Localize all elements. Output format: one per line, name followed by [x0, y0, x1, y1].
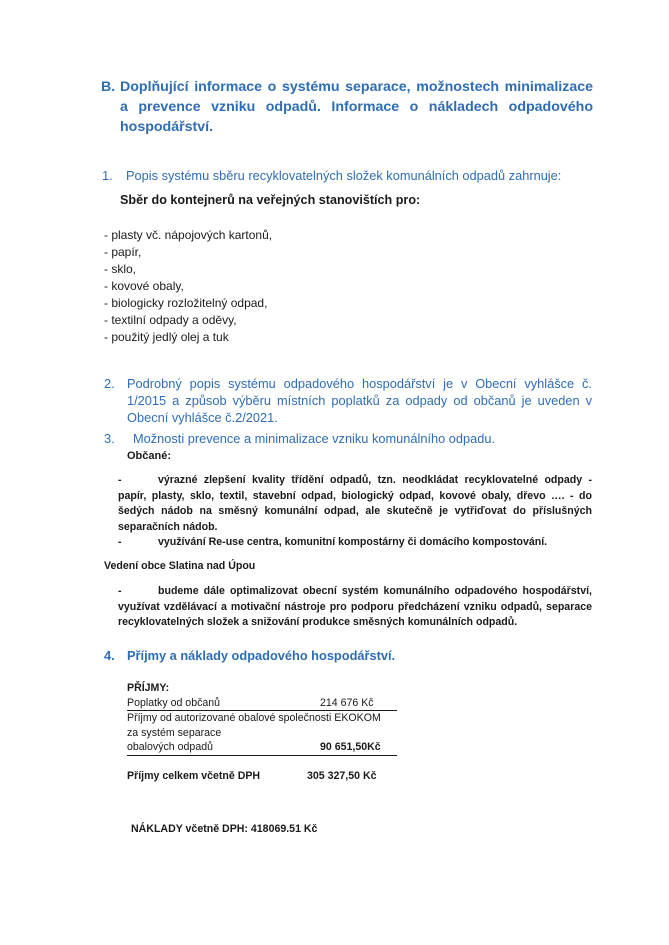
section-2-text: Podrobný popis systému odpadového hospodářství je v Obecní vyhlášce č. 1/2015 a způsob výběru místních poplatků za odpady od občanů je uveden v Obecní vyhlášce č.2/2021. — [127, 376, 592, 425]
costs-line: NÁKLADY včetně DPH: 418069.51 Kč — [131, 823, 318, 835]
citizens-item — [118, 535, 592, 551]
list-item: - kovové obaly, — [104, 279, 184, 293]
list-item: - použitý jedlý olej a tuk — [104, 330, 229, 344]
section-2-heading — [104, 375, 592, 426]
income-total-amount: 305 327,50 Kč — [307, 770, 377, 782]
citizens-label: Občané: — [127, 450, 172, 462]
fees-amount: 214 676 Kč — [320, 696, 374, 709]
section-b-letter: B. — [101, 79, 116, 95]
ekokom-row — [127, 740, 397, 756]
citizens-item — [118, 473, 592, 535]
ekokom-label: obalových odpadů — [127, 741, 213, 753]
dash-marker: - — [118, 585, 122, 597]
income-total-label: Příjmy celkem včetně DPH — [127, 770, 261, 782]
section-4-title: Příjmy a náklady odpadového hospodářství. — [127, 648, 396, 663]
section-3-heading — [104, 430, 592, 447]
citizens-item-text: využívání Re-use centra, komunitní kompostárny či domácího kompostování. — [158, 536, 548, 548]
municipality-item-text: budeme dále optimalizovat obecní systém komunálního odpadového hospodářství, využívat vzdělávací a motivační nástroje pro podporu předcházení vzniku odpadů, separace recyklovatelných složek a snižování produkce směsných komunálních odpadů. — [118, 585, 592, 628]
municipality-label: Vedení obce Slatina nad Úpou — [104, 560, 256, 572]
ekokom-line-2: za systém separace — [127, 726, 222, 739]
section-4-number: 4. — [104, 648, 115, 663]
list-item: - sklo, — [104, 262, 137, 276]
section-b-title: Doplňující informace o systému separace, možnostech minimalizace a prevence vzniku odpadů. Informace o nákladech odpadového hospodářství. — [120, 79, 593, 135]
ekokom-line-1: Příjmy od autorizované obalové společnosti EKOKOM — [127, 712, 381, 724]
citizens-item-text: výrazné zlepšení kvality třídění odpadů, tzn. neodkládat recyklovatelné odpady - papír, plasty, sklo, textil, stavební odpad, biologický odpad, kovové obaly, dřevo …. - do šedých nádob na směsný komunální odpad, ale skutečně je vytřiďovat do příslušných separačních nádob. — [118, 474, 592, 533]
list-item: - biologicky rozložitelný odpad, — [104, 296, 268, 310]
section-3-number: 3. — [104, 431, 115, 446]
section-b-heading — [101, 77, 593, 137]
section-2-number: 2. — [104, 376, 115, 391]
section-3-title: Možnosti prevence a minimalizace vzniku komunálního odpadu. — [133, 431, 496, 446]
ekokom-amount: 90 651,50Kč — [320, 741, 381, 753]
municipality-item — [118, 584, 592, 631]
section-1-number: 1. — [102, 168, 113, 183]
section-1-title: Popis systému sběru recyklovatelných složek komunálních odpadů zahrnuje: — [126, 168, 562, 183]
fees-label: Poplatky od občanů — [127, 696, 221, 709]
income-title: PŘÍJMY: — [127, 682, 170, 694]
dash-marker: - — [118, 536, 122, 548]
income-total-row — [127, 770, 377, 782]
income-table — [127, 681, 397, 756]
list-item: - papír, — [104, 245, 142, 259]
fees-row — [127, 696, 397, 712]
section-4-heading — [104, 647, 504, 664]
section-1-subtitle: Sběr do kontejnerů na veřejných stanovištích pro: — [120, 193, 421, 207]
list-item: - textilní odpady a oděvy, — [104, 313, 237, 327]
section-1-heading — [102, 167, 572, 184]
list-item: - plasty vč. nápojových kartonů, — [104, 228, 273, 242]
recyclables-list — [104, 227, 272, 346]
dash-marker: - — [118, 474, 122, 486]
